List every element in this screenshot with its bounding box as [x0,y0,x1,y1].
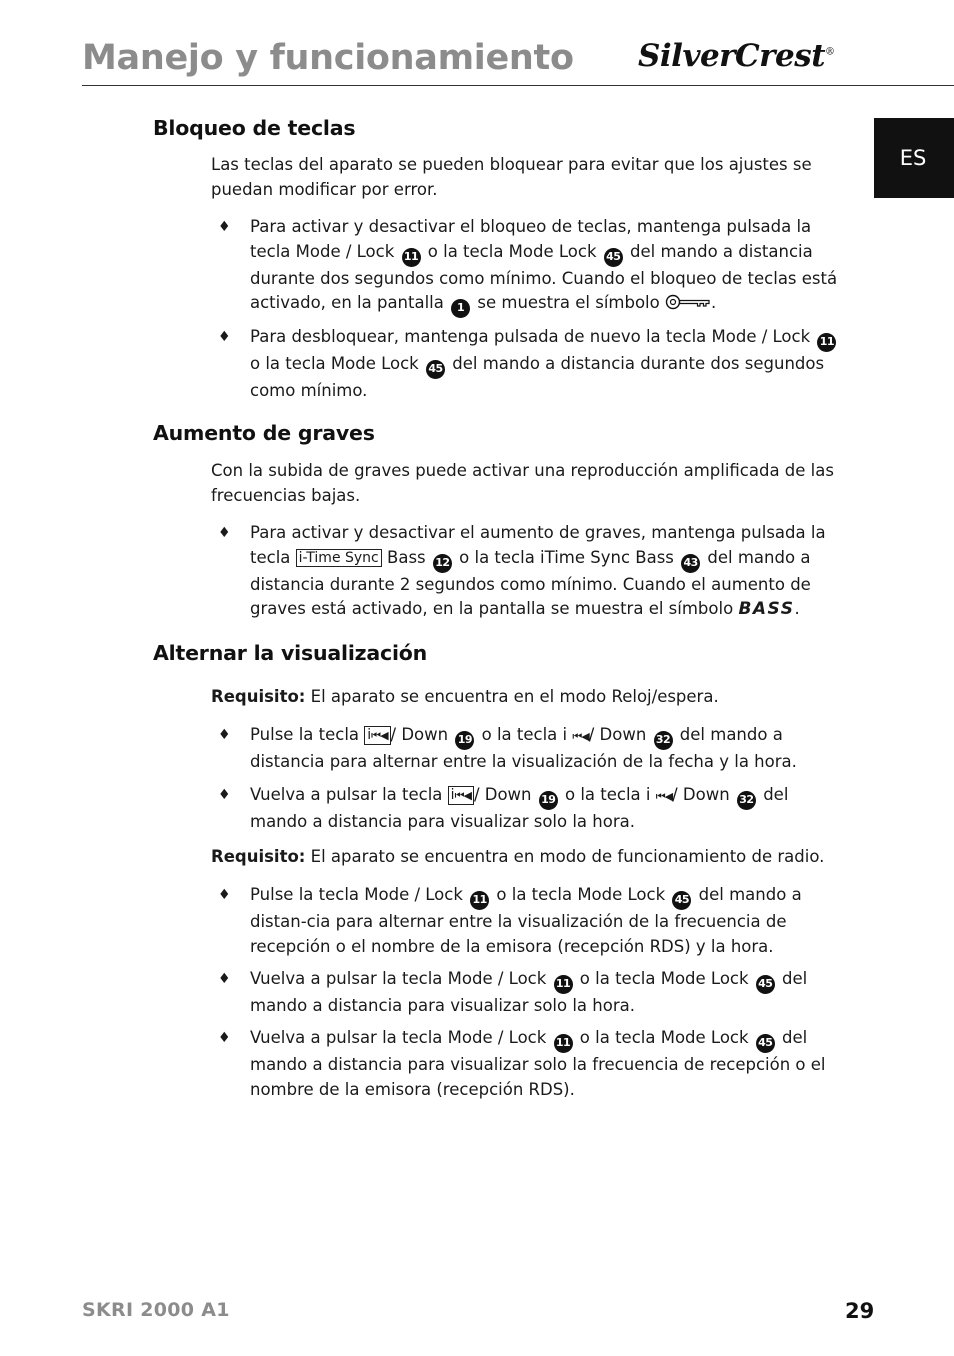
ref-number: 45 [756,975,775,994]
text-run: Para desbloquear, mantenga pulsada de nuevo la tecla Mode / Lock [250,327,811,346]
info-prev-key-label [448,786,474,805]
text-run: El aparato se encuentra en el modo Reloj/espera. [310,687,719,706]
text-run: o la tecla i [481,725,568,744]
text-run: o la tecla i [565,785,651,804]
text-run: / Down [473,785,532,804]
text-run: del mando a distancia para alternar entre la visualización de la fecha y la hora. [250,725,797,771]
text-run: Vuelva a pulsar la tecla [250,785,443,804]
ref-number: 45 [426,360,445,379]
text-run: o la tecla Mode Lock [427,241,597,261]
section-heading-key-lock: Bloqueo de teclas [153,116,356,140]
list-item-text [250,883,848,959]
requirement-radio [211,845,843,870]
ref-number: 11 [554,975,573,994]
bullet-icon: ♦ [218,971,231,987]
text-run: / Down [390,725,449,744]
ref-number: 11 [554,1034,573,1053]
text-run: El aparato se encuentra en modo de funcionamiento de radio. [310,847,825,866]
brand-logo [638,38,835,74]
bullet-icon: ♦ [218,727,231,743]
ref-number: 12 [433,554,452,573]
list-item [218,215,848,318]
text-run: del mando a distancia para visualizar solo la hora. [250,969,808,1015]
key-text: i [367,727,372,743]
text-run: Para activar y desactivar el bloqueo de teclas, mantenga pulsada la tecla Mode / Lock [250,217,812,261]
text-run: / Down [672,785,730,804]
text-run: Pulse la tecla Mode / Lock [250,885,463,904]
list-item-text [250,215,848,318]
ref-number: 32 [654,731,673,750]
ref-number: 11 [470,891,489,910]
footer-model: SKRI 2000 A1 [82,1299,230,1321]
text-run: Vuelva a pulsar la tecla Mode / Lock [250,969,547,988]
text-run: Pulse la tecla [250,725,360,744]
list-item [218,967,848,1019]
ref-number: 1 [451,299,470,318]
text-run: del mando a distan-cia para alternar entre la visualización de la frecuencia de recepción o el nombre de la emisora (recepción RDS) y la hora. [250,885,802,956]
text-run: del mando a distancia para visualizar solo la frecuencia de recepción o el nombre de la emisora (recepción RDS). [250,1028,826,1099]
text-run: o la tecla Mode Lock [579,1028,749,1047]
text-run: o la tecla Mode Lock [250,353,419,373]
ref-number: 32 [737,791,756,810]
brand-name: SilverCrest [638,38,826,74]
intro-key-lock: Las teclas del aparato se pueden bloquear para evitar que los ajustes se puedan modificar por error. [211,155,812,199]
list-item-text [250,723,848,775]
ref-number: 19 [539,791,558,810]
skip-back-icon: ⏮◀ [572,730,589,743]
text-run: Para activar y desactivar el aumento de graves, mantenga pulsada la tecla [250,523,826,567]
skip-back-icon: ⏮◀ [655,790,673,803]
key-lock-icon [665,293,711,311]
ref-number: 43 [681,554,700,573]
page-title: Manejo y funcionamiento [82,38,574,78]
skip-back-icon: ⏮◀ [454,789,471,802]
list-item-text [250,521,848,622]
list-item-text [250,967,848,1019]
ref-number: 19 [455,731,474,750]
section-heading-display-toggle: Alternar la visualización [153,641,428,665]
requirement-label: Requisito: [211,687,306,706]
header-divider [82,85,954,86]
text-run: del mando a distancia durante 2 segundos como mínimo. Cuando el aumento de graves está activado, en la pantalla se muestra el símbolo [250,547,811,619]
intro-bass-boost: Con la subida de graves puede activar una reproducción amplificada de las frecuencias bajas. [211,461,834,505]
text-run: / Down [588,725,647,744]
itime-sync-key-label: i-Time Sync [296,549,382,567]
section-heading-bass-boost: Aumento de graves [153,421,375,445]
list-item-text [250,1026,848,1102]
ref-number: 45 [604,248,623,267]
ref-number: 11 [817,333,836,352]
text-run: o la tecla Mode Lock [496,885,666,904]
text-run: . [794,599,800,619]
bullet-icon: ♦ [218,525,231,541]
list-item [218,325,848,404]
requirement-label: Requisito: [211,847,306,866]
ref-number: 45 [756,1034,775,1053]
bullet-icon: ♦ [218,329,231,345]
ref-number: 11 [402,248,421,267]
bass-symbol: BASS [738,599,795,620]
text-run: . [711,293,717,313]
text-run: o la tecla iTime Sync Bass [459,547,674,567]
info-prev-key-label [364,726,390,745]
list-item [218,1026,848,1102]
text-run: o la tecla Mode Lock [579,969,749,988]
list-item-text [250,783,848,835]
bullet-icon: ♦ [218,219,231,235]
ref-number: 45 [672,891,691,910]
text-run: del mando a distancia para visualizar solo la hora. [250,785,789,831]
bullet-icon: ♦ [218,787,231,803]
list-item [218,883,848,959]
list-item [218,723,848,775]
key-text: i [450,787,455,803]
page-number: 29 [845,1299,875,1323]
list-item [218,521,848,622]
registered-mark: ® [825,46,835,58]
bullet-icon: ♦ [218,1030,231,1046]
text-run: Vuelva a pulsar la tecla Mode / Lock [250,1028,547,1047]
text-run: del mando a distancia durante dos segundos como mínimo. Cuando el bloqueo de teclas está activado, en la pantalla [250,241,838,313]
language-tab: ES [874,118,954,198]
text-run: Bass [387,547,426,567]
list-item-text [250,325,848,404]
requirement-standby [211,685,843,710]
bullet-icon: ♦ [218,887,231,903]
skip-back-icon: ⏮◀ [371,729,388,742]
list-item [218,783,848,835]
text-run: del mando a distancia durante dos segundos como mínimo. [250,353,825,400]
text-run: se muestra el símbolo [477,293,660,313]
